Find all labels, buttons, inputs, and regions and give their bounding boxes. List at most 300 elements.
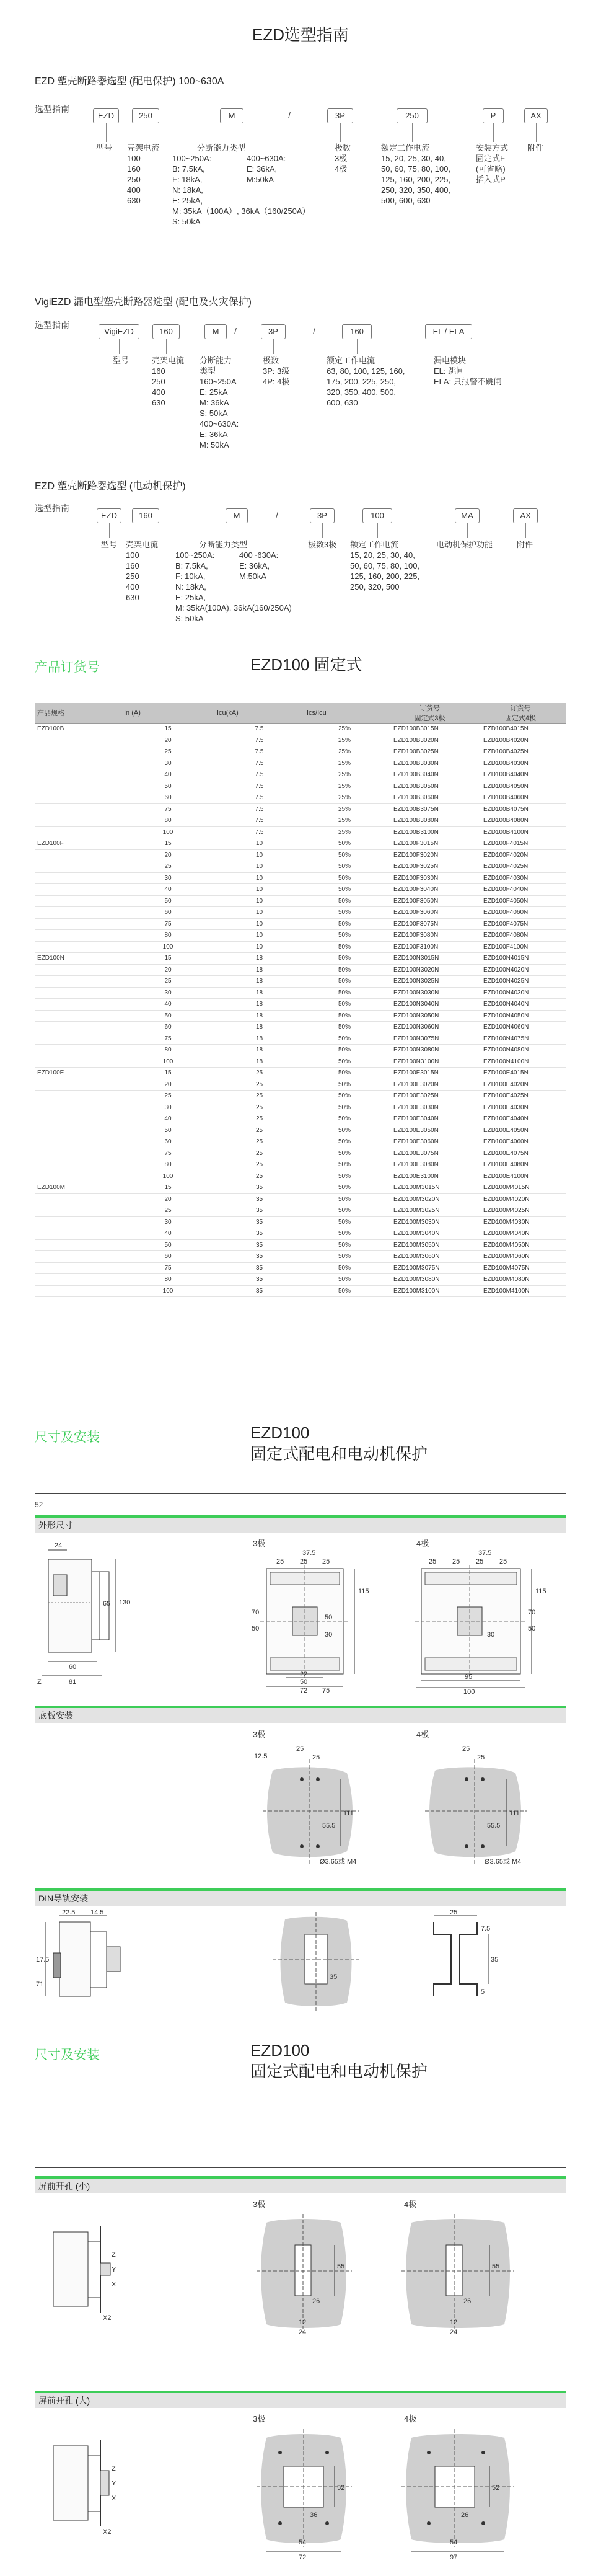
table-row xyxy=(35,941,566,953)
table-cell xyxy=(35,1022,121,1033)
table-row xyxy=(35,930,566,942)
vigi-guide-label: 选型指南 xyxy=(35,320,69,330)
vigi-heading: VigiEZD 漏电型塑壳断路器选型 (配电及火灾保护) xyxy=(35,297,252,308)
motor-code-type: EZD xyxy=(97,508,121,523)
table-cell: 10 xyxy=(214,918,304,930)
table-row xyxy=(35,1091,566,1102)
table-cell xyxy=(35,872,121,884)
table-cell: 25 xyxy=(121,746,214,758)
table-cell xyxy=(35,746,121,758)
table-cell: 25% xyxy=(304,746,385,758)
vigi-code-breaking: M xyxy=(204,324,227,339)
table-row xyxy=(35,849,566,861)
ezd-desc-type: 型号 xyxy=(96,143,113,153)
p3-dim-25a: 25 xyxy=(276,1558,284,1565)
table-cell: 40 xyxy=(121,1113,214,1125)
motor-code-func: MA xyxy=(455,508,480,523)
vigi-code-slash-1: / xyxy=(234,326,237,336)
table-cell: EZD100N3020N xyxy=(385,964,475,976)
col-icu: Icu(kA) xyxy=(214,703,304,724)
table-row xyxy=(35,895,566,907)
table-cell xyxy=(35,1171,121,1182)
din-rail-drawing xyxy=(421,1910,520,2015)
table-cell: EZD100N3080N xyxy=(385,1045,475,1056)
cut-small-pole3-label: 3极 xyxy=(253,2200,266,2209)
table-row xyxy=(35,1193,566,1205)
table-cell: 50% xyxy=(304,1285,385,1297)
table-cell: 25% xyxy=(304,758,385,769)
table-cell: EZD100B3060N xyxy=(385,792,475,804)
table-cell: 15 xyxy=(121,1182,214,1194)
panel4-dim-25b: 25 xyxy=(477,1754,485,1761)
table-cell: EZD100N4025N xyxy=(475,976,566,988)
table-cell: 25% xyxy=(304,781,385,792)
motor-desc-breaking-large: 400~630A: E: 36kA, M:50kA xyxy=(239,551,279,581)
panel3-dim-55-5: 55.5 xyxy=(322,1822,336,1830)
table-cell: 50% xyxy=(304,953,385,965)
cut-large-side-view xyxy=(35,2433,140,2539)
table-cell: EZD100N4080N xyxy=(475,1045,566,1056)
table-cell: 7.5 xyxy=(214,769,304,781)
p3-dim-70: 70 xyxy=(252,1609,260,1616)
table-cell: 35 xyxy=(214,1193,304,1205)
ezd-desc-acc: 附件 xyxy=(527,143,544,153)
table-cell: 35 xyxy=(214,1251,304,1263)
p4-dim-25d: 25 xyxy=(499,1558,507,1565)
p3-dim-30: 30 xyxy=(325,1631,333,1639)
col-spec: 产品规格 xyxy=(35,703,121,724)
cl3-dim-54: 54 xyxy=(299,2539,307,2546)
table-cell: 50% xyxy=(304,941,385,953)
table-cell: EZD100N4075N xyxy=(475,1033,566,1045)
table-cell xyxy=(35,1159,121,1171)
table-cell: EZD100N3025N xyxy=(385,976,475,988)
table-cell: 60 xyxy=(121,1022,214,1033)
col-in: In (A) xyxy=(121,703,214,724)
ezd-code-acc: AX xyxy=(524,108,548,123)
table-cell: 50% xyxy=(304,1262,385,1274)
cs-side-x2: X2 xyxy=(103,2314,112,2322)
motor-desc-frame: 壳架电流 100 160 250 400 630 xyxy=(126,540,159,602)
table-cell: EZD100M4025N xyxy=(475,1205,566,1217)
table-cell: EZD100F4100N xyxy=(475,941,566,953)
p3-dim-50b: 50 xyxy=(252,1625,260,1632)
table-cell: EZD100M3040N xyxy=(385,1228,475,1240)
dims1-product: EZD100 xyxy=(250,1423,310,1442)
table-cell xyxy=(35,1091,121,1102)
table-cell xyxy=(35,781,121,792)
vigi-code-leak: EL / ELA xyxy=(425,324,472,339)
table-cell: 40 xyxy=(121,884,214,896)
table-cell: EZD100F3030N xyxy=(385,872,475,884)
cl3-dim-52: 52 xyxy=(337,2484,345,2492)
table-cell: 50% xyxy=(304,1148,385,1159)
table-row xyxy=(35,1216,566,1228)
table-cell: EZD100E3050N xyxy=(385,1125,475,1136)
table-cell: EZD100M3025N xyxy=(385,1205,475,1217)
cl-side-y: Y xyxy=(112,2480,116,2487)
table-cell: 60 xyxy=(121,1136,214,1148)
table-cell: 50% xyxy=(304,918,385,930)
table-cell: EZD100E3060N xyxy=(385,1136,475,1148)
panel-4p-drawing xyxy=(410,1741,553,1877)
table-cell: 100 xyxy=(121,1056,214,1068)
table-row xyxy=(35,735,566,746)
p4-dim-30: 30 xyxy=(487,1631,495,1639)
motor-code-slash: / xyxy=(276,510,278,520)
ezd-desc-rated: 额定工作电流 15, 20, 25, 30, 40, 50, 60, 75, 80, 100, 125, 160, 200, 225, 250, 320, 350, 400, 500, 600, 630 xyxy=(381,143,451,205)
vigi-desc-poles: 极数 3P: 3级 4P: 4极 xyxy=(263,356,290,386)
table-cell: EZD100F xyxy=(35,838,121,850)
table-cell xyxy=(35,1193,121,1205)
table-cell: 100 xyxy=(121,1285,214,1297)
table-cell: 7.5 xyxy=(214,792,304,804)
col-order-3p: 订货号 固定式3极 xyxy=(385,703,475,724)
table-cell: 50% xyxy=(304,1251,385,1263)
table-cell: 18 xyxy=(214,964,304,976)
table-cell: EZD100N3040N xyxy=(385,999,475,1011)
table-cell xyxy=(35,1136,121,1148)
table-cell: 50% xyxy=(304,1079,385,1091)
panel4-dim-25a: 25 xyxy=(462,1745,470,1753)
table-cell: 50% xyxy=(304,1068,385,1079)
table-cell: 30 xyxy=(121,872,214,884)
outline-pole4-label: 4极 xyxy=(416,1539,429,1548)
din-side-dim-22-5: 22.5 xyxy=(62,1909,76,1916)
table-row xyxy=(35,1033,566,1045)
table-cell: 20 xyxy=(121,1193,214,1205)
cut-small-pole4-label: 4极 xyxy=(404,2200,417,2209)
table-cell: 50% xyxy=(304,1216,385,1228)
table-row xyxy=(35,1056,566,1068)
table-cell: 25% xyxy=(304,735,385,746)
table-cell: 15 xyxy=(121,724,214,735)
panel-pole3-label: 3极 xyxy=(253,1730,266,1739)
order-table xyxy=(35,703,566,1297)
table-cell: EZD100B4020N xyxy=(475,735,566,746)
p4-dim-70: 70 xyxy=(528,1609,536,1616)
cut-small-side-view xyxy=(35,2220,140,2325)
table-cell: EZD100E4030N xyxy=(475,1102,566,1113)
table-cell: 15 xyxy=(121,953,214,965)
table-cell: 50% xyxy=(304,999,385,1011)
table-row xyxy=(35,838,566,850)
table-row xyxy=(35,769,566,781)
table-cell: 25 xyxy=(214,1171,304,1182)
table-row xyxy=(35,872,566,884)
vigi-desc-type: 型号 xyxy=(113,356,129,365)
din-band: DIN导轨安装 xyxy=(35,1888,566,1906)
side-dim-81: 81 xyxy=(69,1678,77,1686)
table-cell: 20 xyxy=(121,964,214,976)
table-cell: EZD100B3075N xyxy=(385,803,475,815)
table-cell: 25 xyxy=(121,861,214,873)
table-row xyxy=(35,1205,566,1217)
ezd-code-poles: 3P xyxy=(327,108,353,123)
p4-dim-115: 115 xyxy=(535,1588,546,1595)
outline-pole3-label: 3极 xyxy=(253,1539,266,1548)
table-cell: EZD100N4050N xyxy=(475,1010,566,1022)
table-cell: 7.5 xyxy=(214,746,304,758)
table-cell: 50% xyxy=(304,884,385,896)
table-cell: 50% xyxy=(304,1136,385,1148)
page-divider-2 xyxy=(35,2167,566,2168)
table-cell: EZD100B3015N xyxy=(385,724,475,735)
table-cell: EZD100M4080N xyxy=(475,1274,566,1286)
table-cell: 10 xyxy=(214,930,304,942)
panel4-dim-111: 111 xyxy=(509,1810,520,1817)
table-cell: EZD100B4060N xyxy=(475,792,566,804)
table-cell: 35 xyxy=(214,1205,304,1217)
table-cell: 100 xyxy=(121,826,214,838)
table-cell: 20 xyxy=(121,1079,214,1091)
table-row xyxy=(35,1171,566,1182)
table-row xyxy=(35,976,566,988)
table-cell xyxy=(35,1148,121,1159)
table-cell: 50% xyxy=(304,1205,385,1217)
table-cell: 18 xyxy=(214,999,304,1011)
table-cell: 35 xyxy=(214,1239,304,1251)
table-cell xyxy=(35,815,121,827)
motor-desc-rated: 额定工作电流 15, 20, 25, 30, 40, 50, 60, 75, 80, 100, 125, 160, 200, 225, 250, 320, 500 xyxy=(350,540,420,591)
table-cell: EZD100B4100N xyxy=(475,826,566,838)
ezd-guide-label: 选型指南 xyxy=(35,104,69,114)
table-row xyxy=(35,999,566,1011)
table-cell: EZD100M3080N xyxy=(385,1274,475,1286)
table-cell xyxy=(35,758,121,769)
table-cell: EZD100N3015N xyxy=(385,953,475,965)
ezd-code-mount: P xyxy=(483,108,504,123)
table-cell: 7.5 xyxy=(214,724,304,735)
table-cell: 10 xyxy=(214,941,304,953)
din-side-dim-17-5: 17.5 xyxy=(36,1956,50,1963)
table-cell: 25 xyxy=(214,1136,304,1148)
vigi-code-rated: 160 xyxy=(342,324,372,339)
table-cell: 15 xyxy=(121,838,214,850)
cl4-dim-52: 52 xyxy=(492,2484,500,2492)
table-cell: EZD100N4040N xyxy=(475,999,566,1011)
table-row xyxy=(35,964,566,976)
table-cell: 30 xyxy=(121,1216,214,1228)
table-cell: EZD100F4050N xyxy=(475,895,566,907)
table-row xyxy=(35,1010,566,1022)
table-cell: EZD100F4025N xyxy=(475,861,566,873)
table-cell: 50% xyxy=(304,1045,385,1056)
table-cell: EZD100F3100N xyxy=(385,941,475,953)
table-cell: EZD100F4060N xyxy=(475,907,566,919)
rail-dim-5: 5 xyxy=(481,1988,485,1996)
table-cell: 10 xyxy=(214,849,304,861)
table-cell: 25 xyxy=(121,1205,214,1217)
ezd-desc-poles: 极数 3极 4极 xyxy=(335,143,351,174)
table-row xyxy=(35,1228,566,1240)
table-cell: EZD100N4020N xyxy=(475,964,566,976)
dims2-heading: 尺寸及安装 xyxy=(35,2048,100,2062)
table-row xyxy=(35,1239,566,1251)
cs3-dim-26: 26 xyxy=(312,2298,320,2305)
table-cell: 25 xyxy=(214,1102,304,1113)
table-cell: EZD100B4025N xyxy=(475,746,566,758)
table-cell: 50% xyxy=(304,1228,385,1240)
p3-dim-50: 50 xyxy=(325,1614,333,1621)
table-cell: EZD100E4040N xyxy=(475,1113,566,1125)
table-cell xyxy=(35,1251,121,1263)
table-cell: 50% xyxy=(304,964,385,976)
ezd-code-frame: 250 xyxy=(132,108,159,123)
table-cell: 10 xyxy=(214,907,304,919)
table-cell: EZD100B3080N xyxy=(385,815,475,827)
table-cell: 50% xyxy=(304,1033,385,1045)
table-cell: 50% xyxy=(304,1010,385,1022)
ezd-code-rated: 250 xyxy=(397,108,428,123)
table-cell: EZD100M4015N xyxy=(475,1182,566,1194)
table-cell: 7.5 xyxy=(214,826,304,838)
table-row xyxy=(35,1113,566,1125)
table-cell: 18 xyxy=(214,1045,304,1056)
table-cell: 75 xyxy=(121,1033,214,1045)
p4-dim-25c: 25 xyxy=(476,1558,484,1565)
ezd-desc-mount: 安装方式 固定式F (可省略) 插入式P xyxy=(476,143,509,184)
motor-code-rated: 100 xyxy=(362,508,392,523)
table-cell: EZD100E3015N xyxy=(385,1068,475,1079)
table-row xyxy=(35,1125,566,1136)
vigi-desc-frame: 壳架电流 160 250 400 630 xyxy=(152,356,185,407)
table-cell: EZD100N3100N xyxy=(385,1056,475,1068)
table-cell: EZD100B4030N xyxy=(475,758,566,769)
motor-desc-type: 型号 xyxy=(101,540,118,549)
table-cell: EZD100F4020N xyxy=(475,849,566,861)
motor-desc-poles: 极数3极 xyxy=(308,540,337,549)
table-cell xyxy=(35,884,121,896)
table-row xyxy=(35,907,566,919)
dims2-subtitle: 固定式配电和电动机保护 xyxy=(250,2062,428,2081)
vigi-code-frame: 160 xyxy=(152,324,180,339)
table-cell: EZD100E3075N xyxy=(385,1148,475,1159)
cs4-dim-12: 12 xyxy=(450,2319,458,2326)
vigi-desc-breaking: 分断能力 类型 160~250A E: 25kA M: 36kA S: 50kA 400~630A: E: 36kA M: 50kA xyxy=(200,356,239,449)
table-cell: EZD100N3050N xyxy=(385,1010,475,1022)
table-cell: 75 xyxy=(121,1148,214,1159)
table-cell: EZD100F4015N xyxy=(475,838,566,850)
table-cell: EZD100E xyxy=(35,1068,121,1079)
table-cell xyxy=(35,1216,121,1228)
table-cell xyxy=(35,1228,121,1240)
dims1-subtitle: 固定式配电和电动机保护 xyxy=(250,1445,428,1463)
panel3-dim-hole: Ø3.65或 M4 xyxy=(320,1858,357,1866)
side-dim-65: 65 xyxy=(103,1600,111,1608)
page-number: 52 xyxy=(35,1500,43,1509)
table-row xyxy=(35,758,566,769)
table-row xyxy=(35,815,566,827)
table-cell xyxy=(35,792,121,804)
table-cell: EZD100B3030N xyxy=(385,758,475,769)
table-row xyxy=(35,1102,566,1113)
table-cell: EZD100F3075N xyxy=(385,918,475,930)
table-cell: 18 xyxy=(214,953,304,965)
table-row xyxy=(35,884,566,896)
cl-side-x: X xyxy=(112,2495,116,2502)
cut-small-3p-drawing xyxy=(248,2210,372,2340)
table-cell xyxy=(35,1045,121,1056)
p4-dim-25a: 25 xyxy=(429,1558,437,1565)
rail-dim-7-5: 7.5 xyxy=(481,1925,491,1932)
table-row xyxy=(35,1262,566,1274)
table-cell: 20 xyxy=(121,735,214,746)
table-cell: EZD100N xyxy=(35,953,121,965)
p4-dim-100: 100 xyxy=(463,1688,475,1696)
table-cell: 20 xyxy=(121,849,214,861)
table-cell: EZD100E3030N xyxy=(385,1102,475,1113)
table-cell: 30 xyxy=(121,758,214,769)
table-cell: EZD100M3020N xyxy=(385,1193,475,1205)
table-cell: EZD100M3060N xyxy=(385,1251,475,1263)
table-cell: 25% xyxy=(304,724,385,735)
table-cell: EZD100E4080N xyxy=(475,1159,566,1171)
table-cell: EZD100N3030N xyxy=(385,987,475,999)
cut-large-4p-drawing xyxy=(397,2425,527,2562)
table-row xyxy=(35,1285,566,1297)
table-row xyxy=(35,1251,566,1263)
table-cell: 25 xyxy=(214,1159,304,1171)
table-cell xyxy=(35,999,121,1011)
order-product-title: EZD100 固定式 xyxy=(250,655,362,674)
vigi-desc-rated: 额定工作电流 63, 80, 100, 125, 160, 175, 200, 225, 250, 320, 350, 400, 500, 600, 630 xyxy=(327,356,405,407)
table-cell: 60 xyxy=(121,1251,214,1263)
p3-dim-75: 75 xyxy=(322,1687,330,1694)
table-cell: 50% xyxy=(304,1171,385,1182)
table-cell: 60 xyxy=(121,907,214,919)
cl-side-z: Z xyxy=(112,2465,116,2472)
table-cell: 35 xyxy=(214,1262,304,1274)
table-cell: EZD100E3025N xyxy=(385,1091,475,1102)
vigi-code-type: VigiEZD xyxy=(99,324,139,339)
table-cell: 40 xyxy=(121,769,214,781)
p3-dim-115: 115 xyxy=(358,1588,369,1595)
table-cell xyxy=(35,941,121,953)
table-cell: 35 xyxy=(214,1216,304,1228)
table-row xyxy=(35,724,566,735)
table-cell xyxy=(35,769,121,781)
table-cell: 35 xyxy=(214,1274,304,1286)
vigi-code-slash-2: / xyxy=(313,326,315,336)
table-cell: 10 xyxy=(214,895,304,907)
cs3-dim-12: 12 xyxy=(299,2319,307,2326)
ezd-code-slash: / xyxy=(288,110,291,120)
panel-3p-drawing xyxy=(248,1741,384,1877)
cut-small-4p-drawing xyxy=(397,2210,527,2340)
table-cell xyxy=(35,1125,121,1136)
motor-code-frame: 160 xyxy=(132,508,159,523)
table-cell: 35 xyxy=(214,1182,304,1194)
table-cell xyxy=(35,930,121,942)
ezd-desc-breaking-large: 400~630A: E: 36kA, M:50kA xyxy=(247,154,286,184)
table-cell: 18 xyxy=(214,1010,304,1022)
cs-side-y: Y xyxy=(112,2266,116,2273)
table-row xyxy=(35,1045,566,1056)
cut-large-3p-drawing xyxy=(248,2425,372,2562)
table-cell: 80 xyxy=(121,1274,214,1286)
table-cell: EZD100M3050N xyxy=(385,1239,475,1251)
table-cell: 25 xyxy=(121,976,214,988)
table-cell: EZD100N4030N xyxy=(475,987,566,999)
ezd-desc-breaking: 分断能力类型 100~250A: B: 7.5kA, F: 18kA, N: 18kA, E: 25kA, M: 35kA（100A）, 36kA（160/250A） S: 50kA xyxy=(172,143,310,226)
table-cell: EZD100M4050N xyxy=(475,1239,566,1251)
table-cell: EZD100B4040N xyxy=(475,769,566,781)
table-cell: 18 xyxy=(214,1056,304,1068)
p4-dim-37-5: 37.5 xyxy=(478,1549,492,1557)
table-cell: 50% xyxy=(304,1022,385,1033)
vigi-desc-leak: 漏电模块 EL: 跳闸 ELA: 只报警不跳闸 xyxy=(434,356,502,386)
